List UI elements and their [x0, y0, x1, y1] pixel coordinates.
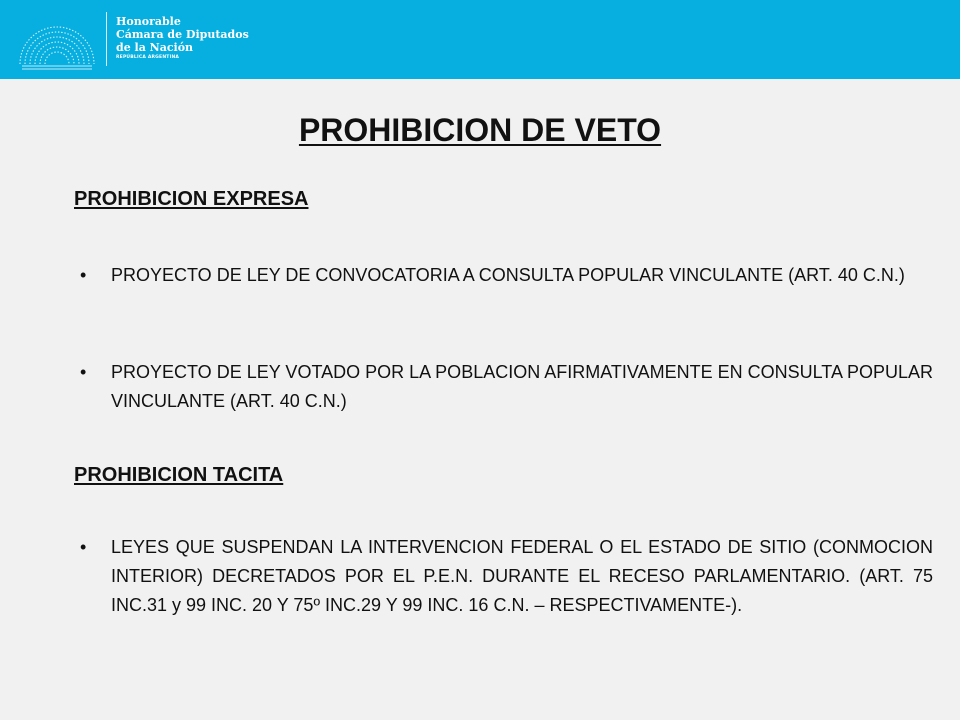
slide-title: PROHIBICION DE VETO [298, 112, 662, 148]
list-item [80, 533, 933, 620]
bullet-text: PROYECTO DE LEY DE CONVOCATORIA A CONSULTA POPULAR VINCULANTE (ART. 40 C.N.) [111, 265, 905, 285]
list-item [80, 358, 933, 416]
congress-dome-icon [14, 8, 100, 70]
bullet-text: LEYES QUE SUSPENDAN LA INTERVENCION FEDERAL O EL ESTADO DE SITIO (CONMOCION INTERIOR) DECRETADOS POR EL P.E.N. DURANTE EL RECESO PARLAMENTARIO. (ART. 75 INC.31 y 99 INC. 20 Y 75º INC.29 Y 99 INC. 16 C.N. – RESPECTIVAMENTE-). [111, 537, 933, 615]
logo-divider [106, 12, 107, 66]
logo-line-1: Honorable [116, 15, 181, 28]
section-heading-tacita: PROHIBICION TACITA [74, 464, 284, 486]
logo-line-3: de la Nación [116, 41, 194, 54]
bullet-icon: • [80, 362, 87, 382]
bullet-icon: • [80, 537, 87, 557]
logo-country: REPÚBLICA ARGENTINA [116, 55, 180, 60]
header-bar [0, 0, 960, 79]
logo-text [116, 15, 249, 62]
logo-line-2: Cámara de Diputados [116, 28, 249, 41]
bullet-icon: • [80, 265, 87, 285]
section-heading-expresa: PROHIBICION EXPRESA [74, 188, 309, 210]
list-item [80, 261, 933, 290]
bullet-text: PROYECTO DE LEY VOTADO POR LA POBLACION AFIRMATIVAMENTE EN CONSULTA POPULAR VINCULANTE (ART. 40 C.N.) [111, 362, 933, 411]
logo [14, 8, 249, 70]
